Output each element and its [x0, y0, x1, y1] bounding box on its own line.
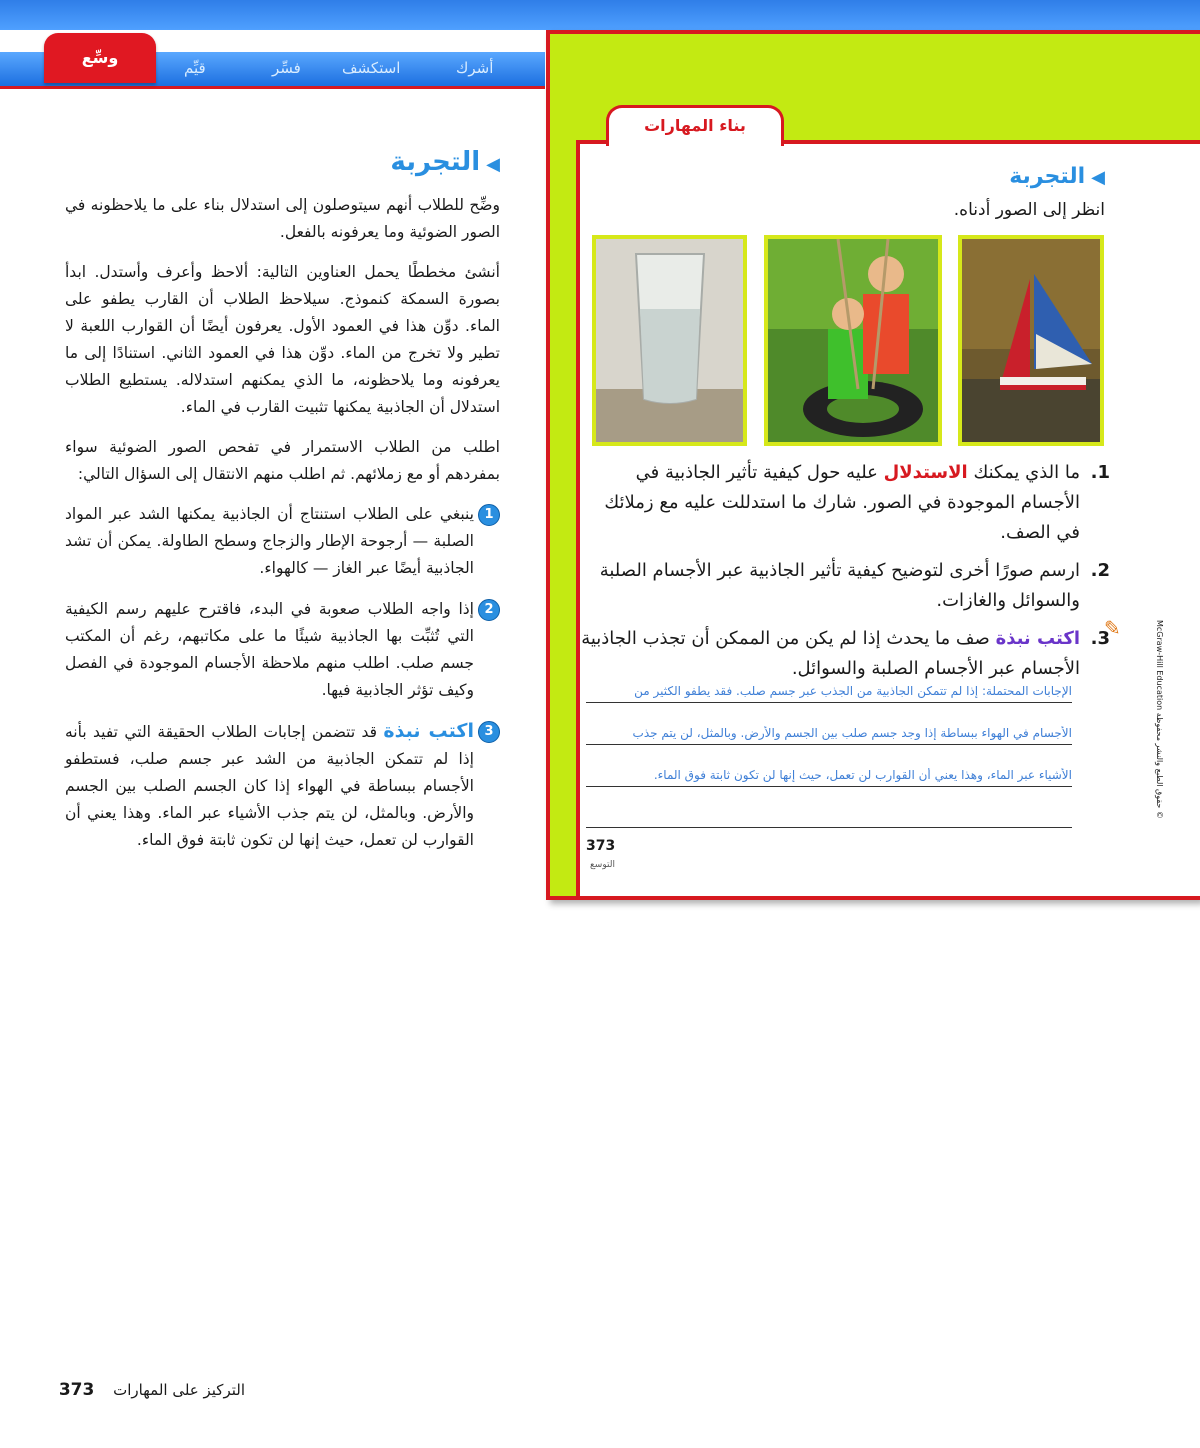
student-heading-text: التجربة — [1009, 164, 1086, 189]
write-note-label: اكتب نبذة — [383, 720, 474, 742]
nav-tab-explore[interactable]: استكشف — [342, 59, 401, 77]
number-circle-icon: 2 — [478, 599, 500, 621]
question-2-text: ارسم صورًا أخرى لتوضيح كيفية تأثير الجاذبية عبر الأجسام الصلبة والسوائل والغازات. — [599, 560, 1080, 611]
pencil-icon: ✎ — [1104, 616, 1121, 640]
write-note-keyword: اكتب نبذة — [995, 628, 1080, 649]
student-page-footer: التوسع — [590, 860, 615, 870]
answer-line — [586, 702, 1072, 703]
question-number: 1. — [1090, 462, 1110, 483]
question-number: 2. — [1090, 560, 1110, 581]
question-number: 3. — [1090, 628, 1110, 649]
question-1-text-pre: ما الذي يمكنك — [973, 462, 1080, 483]
answer-line-3-text: الأشياء عبر الماء، وهذا يعني أن القوارب لن تعمل، حيث إنها لن تكون ثابتة فوق الماء. — [653, 768, 1072, 782]
skills-building-tab: بناء المهارات — [606, 105, 784, 146]
triangle-bullet-icon: ◀ — [486, 154, 500, 175]
nav-tab-evaluate[interactable]: قيِّم — [184, 59, 206, 77]
student-intro: انظر إلى الصور أدناه. — [953, 200, 1105, 220]
nav-tab-extend-active[interactable]: وسِّع — [44, 33, 156, 83]
teacher-paragraph-3: اطلب من الطلاب الاستمرار في تفحص الصور الضوئية سواء بمفردهم أو مع زملائهم. ثم اطلب منهم الانتقال إلى السؤال التالي: — [65, 438, 500, 483]
teacher-item-2 — [65, 596, 500, 704]
sailboat-illustration — [962, 239, 1100, 442]
water-glass-photo — [592, 235, 747, 446]
question-3-text: صف ما يحدث إذا لم يكن من الممكن أن تجذب الجاذبية الأجسام عبر الأجسام الصلبة والسوائل. — [581, 628, 1080, 679]
teacher-item-3 — [65, 718, 500, 854]
answer-line — [586, 827, 1072, 828]
inference-keyword: الاستدلال — [883, 462, 968, 483]
number-circle-icon: 1 — [478, 504, 500, 526]
teacher-paragraph-2: أنشئ مخططًا يحمل العناوين التالية: ألاحظ وأعرف وأستدل. ابدأ بصورة السمكة كنموذج. سيلاحظ الطلاب أن القارب يطفو على الماء. دوِّن هذا في العمود الأول. يعرفون أيضًا أن القوارب اللعبة لا تطير ولا تخرج من الماء. دوِّن هذا في العمود الثاني. استنادًا إلى ما يعرفونه وما يلاحظونه، ما الذي يمكنهم استدلاله. يستطيع الطلاب استدلال أن الجاذبية يمكنها تثبيت القارب في الماء. — [65, 263, 500, 416]
triangle-bullet-icon: ◀ — [1091, 167, 1105, 188]
water-glass-illustration — [596, 239, 743, 442]
tire-swing-illustration — [768, 239, 938, 442]
nav-tab-explain[interactable]: فسِّر — [272, 59, 301, 77]
answer-line — [586, 786, 1072, 787]
answer-line-1-text: الإجابات المحتملة: إذا لم تتمكن الجاذبية من الجذب عبر جسم صلب. فقد يطفو الكثير من — [634, 684, 1072, 698]
number-circle-icon: 3 — [478, 721, 500, 743]
student-page-number: 373 — [586, 838, 616, 854]
teacher-paragraph-1: وضِّح للطلاب أنهم سيتوصلون إلى استدلال بناء على ما يلاحظونه في الصور الضوئية وما يعرفونه بالفعل. — [65, 196, 500, 241]
teacher-item-text: قد تتضمن إجابات الطلاب الحقيقة التي تفيد بأنه إذا لم تتمكن الجاذبية من الشد عبر جسم صلب، فستطفو الأجسام ببساطة في الهواء إذا كان الجسم الصلب بين الجسم والأرض. وبالمثل، لن يتم جذب الأشياء عبر الماء. وهذا يعني أن القوارب لن تعمل، حيث إنها لن تكون ثابتة فوق الماء. — [65, 723, 474, 849]
nav-tab-engage[interactable]: أشرك — [456, 59, 494, 77]
teacher-heading — [65, 145, 500, 182]
student-questions — [580, 458, 1110, 692]
question-2 — [580, 556, 1110, 616]
footer-label: التركيز على المهارات — [113, 1381, 245, 1399]
question-1 — [580, 458, 1110, 548]
teacher-item-text: إذا واجه الطلاب صعوبة في البدء، فاقترح عليهم رسم الكيفية التي تُثبِّت بها الجاذبية شيئًا ما على مكاتبهم، رغم أن المكتب جسم صلب. اطلب منهم ملاحظة الأجسام الموجودة في الفصل وكيف تؤثر الجاذبية فيها. — [65, 600, 474, 699]
top-banner — [0, 0, 1200, 30]
student-heading — [600, 160, 1105, 195]
copyright-text: McGraw-Hill Education حقوق الطبع والنشر محفوظة © — [1155, 620, 1164, 819]
answer-line-2-text: الأجسام في الهواء ببساطة إذا وجد جسم صلب بين الجسم والأرض. وبالمثل، لن يتم جذب — [632, 726, 1072, 740]
teacher-item-1 — [65, 501, 500, 582]
question-3 — [580, 624, 1110, 684]
copyright-notice — [1150, 620, 1170, 850]
answer-line — [586, 744, 1072, 745]
tire-swing-photo — [764, 235, 942, 446]
page-footer — [55, 1380, 245, 1400]
teacher-notes-column — [65, 145, 500, 868]
sailboat-photo — [958, 235, 1104, 446]
teacher-heading-text: التجربة — [390, 147, 481, 177]
teacher-item-text: ينبغي على الطلاب استنتاج أن الجاذبية يمكنها الشد عبر المواد الصلبة — أرجوحة الإطار والزجاج وسطح الطاولة. يمكن أن تشد الجاذبية أيضًا عبر الغاز — كالهواء. — [65, 505, 474, 577]
footer-page-number: 373 — [58, 1380, 95, 1400]
question-1-text-post: عليه حول كيفية تأثير الجاذبية في الأجسام الموجودة في الصور. شارك ما استدللت عليه مع زملائك في الصف. — [604, 462, 1080, 543]
